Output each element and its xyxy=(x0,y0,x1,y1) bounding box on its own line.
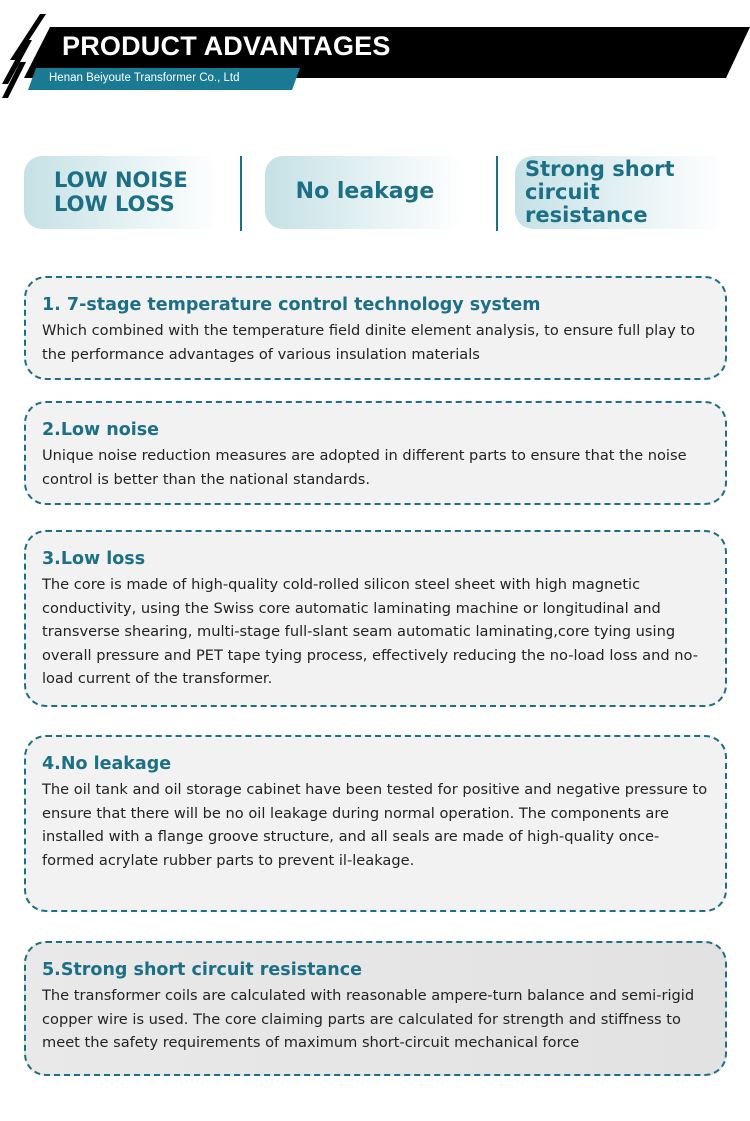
feature-pill-short-circuit xyxy=(515,156,727,229)
advantage-card-low-loss xyxy=(24,530,727,707)
card-title: 2.Low noise xyxy=(42,420,160,440)
card-body: The oil tank and oil storage cabinet have been tested for positive and negative pressure to ensure that there will be no oil leakage during normal operation. The components are installed with a flange groove structure, and all seals are made of high-quality once-formed acrylate rubber parts to prevent il-leakage. xyxy=(42,781,708,869)
feature-pill-line: Strong short xyxy=(525,156,675,181)
feature-pill-line: No leakage xyxy=(295,179,435,205)
feature-pill-no-leakage xyxy=(265,156,465,229)
card-title: 4.No leakage xyxy=(42,754,172,774)
advantage-card-temperature-control xyxy=(24,276,727,380)
divider xyxy=(496,156,498,231)
card-title: 1. 7-stage temperature control technology system xyxy=(42,295,541,315)
advantage-card-no-leakage xyxy=(24,735,727,912)
card-body: Which combined with the temperature field dinite element analysis, to ensure full play to the performance advantages of various insulation materials xyxy=(42,322,696,363)
card-title: 3.Low loss xyxy=(42,549,146,569)
advantage-card-low-noise xyxy=(24,401,727,505)
feature-pill-line: LOW NOISE xyxy=(54,168,188,193)
card-body: The core is made of high-quality cold-rolled silicon steel sheet with high magnetic conductivity, using the Swiss core automatic laminating machine or longitudinal and transverse shearing, multi-stage full-slant seam automatic laminating,core tying using overall pressure and PET tape tying process, effectively reducing the no-load loss and no-load current of the transformer. xyxy=(42,576,698,687)
feature-pill-low-noise-low-loss xyxy=(24,156,220,229)
header-banner xyxy=(0,0,750,100)
feature-pill-line: circuit resistance xyxy=(525,179,648,228)
advantage-card-short-circuit xyxy=(24,941,727,1076)
page-title: PRODUCT ADVANTAGES xyxy=(62,31,391,61)
card-title: 5.Strong short circuit resistance xyxy=(42,960,363,980)
company-name: Henan Beiyoute Transformer Co., Ltd xyxy=(49,72,240,84)
feature-pill-line: LOW LOSS xyxy=(54,191,175,216)
card-body: The transformer coils are calculated with reasonable ampere-turn balance and semi-rigid copper wire is used. The core claiming parts are calculated for strength and stiffness to meet the safety requirements of maximum short-circuit mechanical force xyxy=(42,987,695,1051)
card-body: Unique noise reduction measures are adopted in different parts to ensure that the noise control is better than the national standards. xyxy=(42,447,687,488)
divider xyxy=(240,156,242,231)
